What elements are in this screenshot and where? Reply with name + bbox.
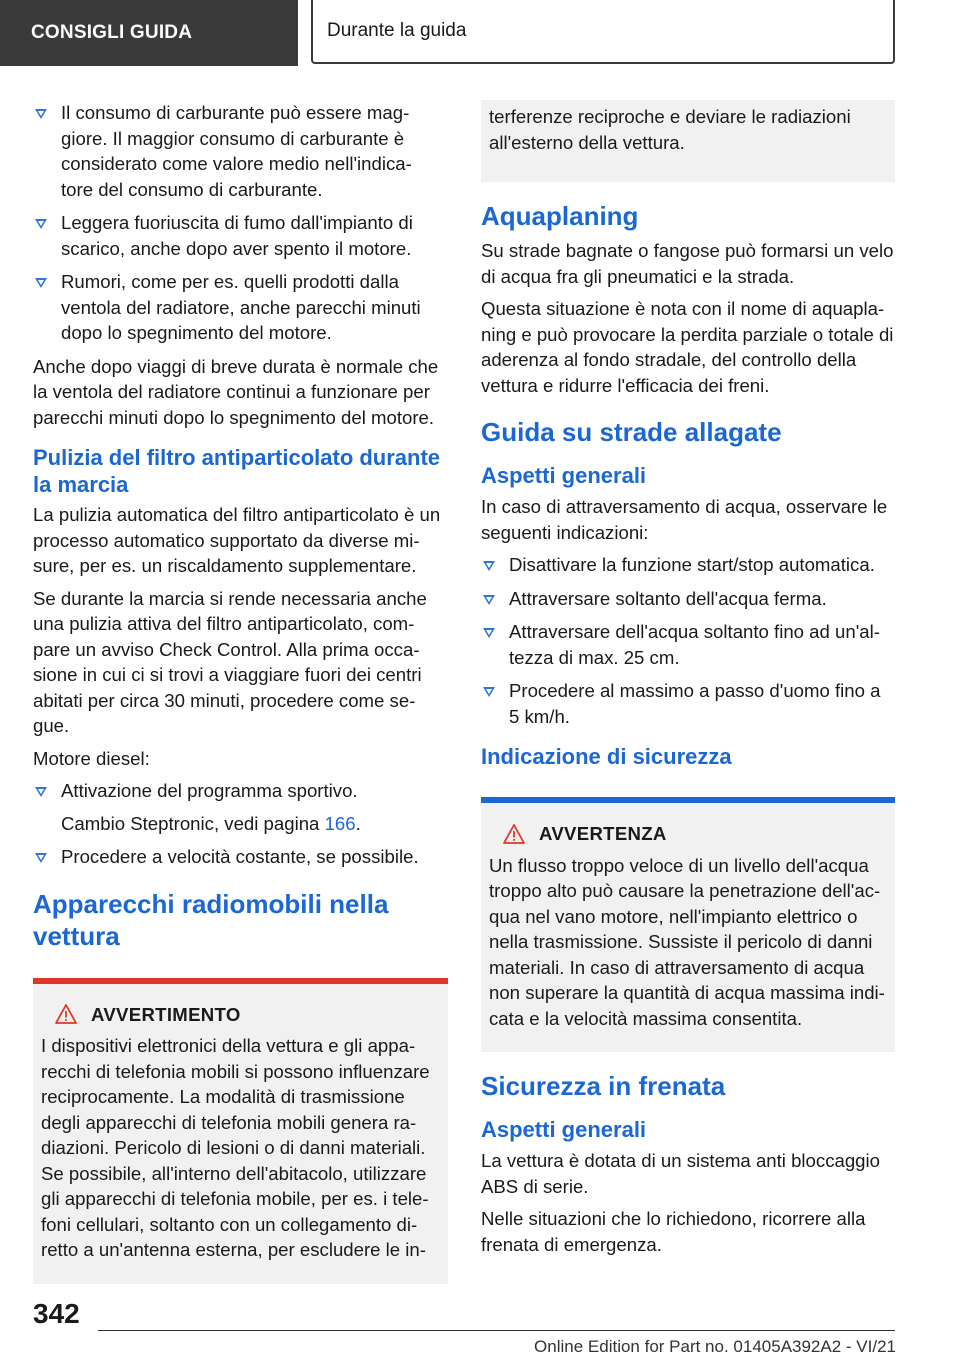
warning-triangle-icon <box>503 824 525 844</box>
left-column <box>33 100 448 1284</box>
bullet-triangle-icon <box>35 219 47 229</box>
warning-triangle-icon <box>55 1004 77 1024</box>
caution-text: Un flusso troppo veloce di un livello dell'acqua troppo alto può causare la penetrazione dell'ac- qua nel vano motore, nell'impianto elettrico o nella trasmissione. Sussiste il pericolo di danni materiali. In caso di attraversamento di acqua non superare la quantità di acqua massima indi- cata e la velocità massima consentita. <box>489 854 885 1029</box>
list-item: Il consumo di carburante può essere mag- giore. Il maggior consumo di carburante è considerato come valore medio nell'indica- tore del consumo di carburante. <box>33 100 448 202</box>
section-tab <box>0 0 298 66</box>
bullet-triangle-icon <box>35 853 47 863</box>
list-item: Rumori, come per es. quelli prodotti dalla ventola del radiatore, anche parecchi minuti dopo lo spegnimento del motore. <box>33 269 448 346</box>
list-item: Procedere al massimo a passo d'uomo fino a 5 km/h. <box>481 678 895 729</box>
paragraph: Motore diesel: <box>33 747 150 769</box>
footer-divider <box>98 1330 895 1331</box>
caution-box <box>481 797 895 1052</box>
list-item: Disattivare la funzione start/stop automatica. <box>481 552 895 578</box>
list-item: Attivazione del programma sportivo. Cambio Steptronic, vedi pagina 166. <box>33 778 448 836</box>
paragraph: La pulizia automatica del filtro antiparticolato è un processo automatico supportato da diverse mi- sure, per es. un riscaldamento supplementare. <box>33 504 441 576</box>
chapter-tab <box>311 0 895 64</box>
bullet-triangle-icon <box>35 278 47 288</box>
heading-mobile-devices: Apparecchi radiomobili nella vettura <box>33 888 389 951</box>
section-title: CONSIGLI GUIDA <box>31 22 193 43</box>
paragraph: In caso di attraversamento di acqua, osservare le seguenti indicazioni: <box>481 496 888 543</box>
paragraph: Se durante la marcia si rende necessaria anche una pulizia attiva del filtro antiparticolato, com- pare un avviso Check Control. Alla prima occa- sione in cui ci si trovi a viaggiare fuori dei centri abitati per circa 30 minuti, procedere come se- gue. <box>33 587 427 736</box>
list-item: Attraversare soltanto dell'acqua ferma. <box>481 586 895 612</box>
subheading-general: Aspetti generali <box>481 463 647 488</box>
subheading-general: Aspetti generali <box>481 1117 647 1142</box>
page-link[interactable]: 166 <box>324 812 356 834</box>
paragraph: Nelle situazioni che lo richiedono, ricorrere alla frenata di emergenza. <box>481 1208 866 1255</box>
bullet-list <box>481 552 895 729</box>
bullet-triangle-icon <box>35 109 47 119</box>
warning-box <box>33 978 448 1284</box>
bullet-triangle-icon <box>483 561 495 571</box>
bullet-triangle-icon <box>483 687 495 697</box>
paragraph: Su strade bagnate o fangose può formarsi un velo di acqua fra gli pneumatici e la strada. <box>481 240 894 287</box>
list-item: Procedere a velocità costante, se possibile. <box>33 844 448 870</box>
bullet-triangle-icon <box>35 787 47 797</box>
caution-title: AVVERTENZA <box>503 821 887 847</box>
list-item: Leggera fuoriuscita di fumo dall'impianto di scarico, anche dopo aver spento il motore. <box>33 210 448 261</box>
paragraph: Anche dopo viaggi di breve durata è normale che la ventola del radiatore continui a funzionare per parecchi minuti dopo lo spegnimento del motore. <box>33 355 439 428</box>
page-reference: Cambio Steptronic, vedi pagina 166. <box>61 812 361 834</box>
heading-braking-safety: Sicurezza in frenata <box>481 1071 726 1101</box>
list-item: Attraversare dell'acqua soltanto fino ad un'al- tezza di max. 25 cm. <box>481 619 895 670</box>
bullet-triangle-icon <box>483 595 495 605</box>
heading-aquaplaning: Aquaplaning <box>481 201 639 231</box>
heading-flooded-roads: Guida su strade allagate <box>481 417 782 447</box>
warning-text: I dispositivi elettronici della vettura e gli appa- recchi di telefonia mobili si possono influenzare reciprocamente. La modalità di trasmissione degli apparecchi di telefonia mobili genera ra- diazioni. Pericolo di lesioni o di danni materiali. Se possibile, all'interno dell'abitacolo, utilizzare gli apparecchi di telefonia mobile, per es. i tele- foni cellulari, soltanto con un collegamento di- retto a un'antenna esterna, per escludere le in- <box>41 1035 430 1260</box>
right-column <box>481 100 895 1264</box>
page-number: 342 <box>33 1298 80 1329</box>
warning-continuation: terferenze reciproche e deviare le radiazioni all'esterno della vettura. <box>481 100 895 182</box>
subheading-safety: Indicazione di sicurezza <box>481 744 732 769</box>
paragraph: Questa situazione è nota con il nome di aquapla- ning e può provocare la perdita parziale o totale di aderenza al fondo stradale, del controllo della vettura e ridurre l'efficacia dei freni. <box>481 298 894 396</box>
bullet-list <box>33 778 448 870</box>
bullet-list <box>33 100 448 346</box>
paragraph: La vettura è dotata di un sistema anti bloccaggio ABS di serie. <box>481 1150 880 1197</box>
footer-edition: Online Edition for Part no. 01405A392A2 - VI/21 <box>534 1337 896 1356</box>
heading-dpf-cleaning: Pulizia del filtro antiparticolato durante la marcia <box>33 445 441 497</box>
chapter-title: Durante la guida <box>327 20 467 41</box>
warning-title: AVVERTIMENTO <box>55 1002 440 1028</box>
bullet-triangle-icon <box>483 628 495 638</box>
